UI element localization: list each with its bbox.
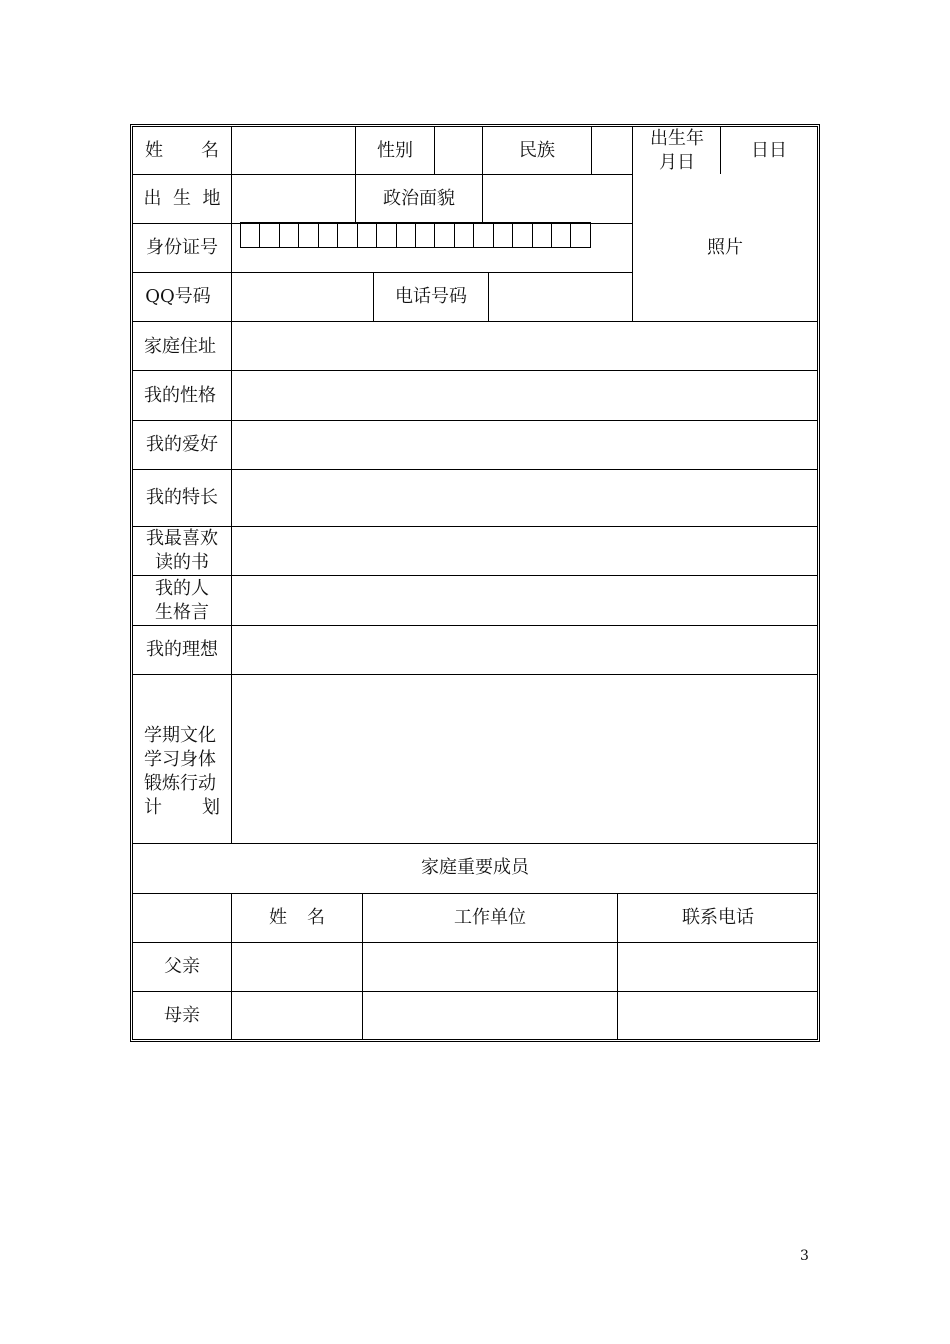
- address-input-cell[interactable]: [234, 325, 814, 369]
- birth-date-label-line: 出生年: [650, 128, 704, 149]
- family-col-name: [269, 906, 325, 930]
- hobby-input-cell[interactable]: [234, 423, 814, 467]
- col-divider: [482, 126, 483, 223]
- col-divider: [720, 126, 721, 174]
- row-divider: [132, 575, 818, 576]
- col-divider: [617, 893, 618, 1040]
- id-digit-box[interactable]: [533, 223, 552, 247]
- favorite-book-label: [146, 527, 218, 575]
- gender-label: 性别: [377, 140, 413, 161]
- col-divider: [231, 126, 232, 843]
- qq-label: QQ号码: [145, 286, 211, 307]
- mother-name-cell[interactable]: [237, 994, 357, 1038]
- favorite-book-label-line: 读的书: [155, 552, 209, 573]
- semester-plan-input-cell[interactable]: [234, 678, 814, 838]
- father-name-cell[interactable]: [237, 945, 357, 989]
- id-number-label: 身份证号: [146, 237, 218, 258]
- phone-label: 电话号码: [395, 286, 467, 307]
- qq-input-cell[interactable]: [233, 275, 371, 319]
- life-motto-label-line: 我的人: [155, 578, 209, 599]
- mother-row-label: 母亲: [164, 1005, 200, 1026]
- semester-plan-label-part: 计: [144, 797, 162, 818]
- id-digit-box[interactable]: [571, 223, 589, 247]
- col-divider: [373, 272, 374, 321]
- life-motto-label: [155, 577, 209, 625]
- id-digit-box[interactable]: [241, 223, 260, 247]
- page-number: 3: [800, 1248, 809, 1264]
- phone-input-cell[interactable]: [490, 275, 630, 319]
- name-label-part: 姓: [145, 140, 163, 161]
- father-work-cell[interactable]: [370, 945, 610, 989]
- id-digit-box[interactable]: [513, 223, 532, 247]
- ethnicity-label: 民族: [519, 140, 555, 161]
- id-digit-box[interactable]: [474, 223, 493, 247]
- favorite-book-label-line: 我最喜欢: [146, 528, 218, 549]
- family-col-work: 工作单位: [454, 907, 526, 928]
- semester-plan-label-line: [144, 796, 220, 820]
- name-label-part: 名: [201, 140, 219, 161]
- id-digit-box[interactable]: [280, 223, 299, 247]
- id-digit-box[interactable]: [435, 223, 454, 247]
- row-divider: [132, 625, 818, 626]
- birthplace-input-cell[interactable]: [233, 177, 353, 221]
- col-divider: [488, 272, 489, 321]
- id-digit-box[interactable]: [358, 223, 377, 247]
- talent-label: 我的特长: [146, 487, 218, 508]
- mother-phone-cell[interactable]: [623, 994, 813, 1038]
- id-digit-box[interactable]: [455, 223, 474, 247]
- family-section-title: 家庭重要成员: [421, 857, 529, 878]
- ethnicity-input-cell[interactable]: [592, 129, 630, 173]
- father-phone-cell[interactable]: [623, 945, 813, 989]
- political-status-label: 政治面貌: [383, 188, 455, 209]
- col-divider: [362, 893, 363, 1040]
- family-col-name-part: 名: [307, 907, 325, 928]
- id-digit-box[interactable]: [552, 223, 571, 247]
- semester-plan-label-line: 学习身体: [144, 749, 216, 770]
- birthplace-label: 出 生 地: [143, 188, 221, 209]
- row-divider: [132, 272, 632, 273]
- col-divider: [231, 893, 232, 1040]
- ideal-label: 我的理想: [146, 639, 218, 660]
- life-motto-label-line: 生格言: [155, 602, 209, 623]
- semester-plan-label-line: 锻炼行动: [144, 773, 216, 794]
- address-label: 家庭住址: [144, 336, 216, 357]
- birth-date-label-line: 月日: [659, 152, 695, 173]
- id-number-boxes[interactable]: [240, 222, 591, 248]
- personality-label: 我的性格: [144, 385, 216, 406]
- col-divider: [434, 126, 435, 174]
- row-divider: [132, 469, 818, 470]
- life-motto-input-cell[interactable]: [234, 579, 814, 623]
- id-digit-box[interactable]: [338, 223, 357, 247]
- id-digit-box[interactable]: [416, 223, 435, 247]
- photo-placeholder: 照片: [707, 237, 743, 258]
- ideal-input-cell[interactable]: [234, 628, 814, 672]
- row-divider: [132, 321, 818, 322]
- row-divider: [132, 674, 818, 675]
- name-input-cell[interactable]: [233, 129, 353, 173]
- talent-input-cell[interactable]: [234, 473, 814, 523]
- semester-plan-label-part: 划: [202, 797, 220, 818]
- birth-date-value[interactable]: 日日: [751, 140, 787, 161]
- row-divider: [132, 893, 818, 894]
- id-digit-box[interactable]: [397, 223, 416, 247]
- id-digit-box[interactable]: [260, 223, 279, 247]
- semester-plan-label: [144, 724, 220, 820]
- birth-date-label: [650, 127, 704, 175]
- semester-plan-label-line: 学期文化: [144, 725, 216, 746]
- political-status-input-cell[interactable]: [485, 177, 630, 221]
- id-digit-box[interactable]: [299, 223, 318, 247]
- row-divider: [132, 991, 818, 992]
- row-divider: [132, 526, 818, 527]
- col-divider: [355, 126, 356, 223]
- id-digit-box[interactable]: [494, 223, 513, 247]
- family-col-name-part: 姓: [269, 907, 287, 928]
- mother-work-cell[interactable]: [370, 994, 610, 1038]
- row-divider: [132, 370, 818, 371]
- col-divider: [632, 126, 633, 321]
- row-divider: [132, 942, 818, 943]
- personality-input-cell[interactable]: [234, 374, 814, 418]
- family-col-phone: 联系电话: [682, 907, 754, 928]
- row-divider: [132, 843, 818, 844]
- father-row-label: 父亲: [164, 956, 200, 977]
- row-divider: [132, 420, 818, 421]
- hobby-label: 我的爱好: [146, 434, 218, 455]
- gender-input-cell[interactable]: [436, 129, 480, 173]
- name-label: [145, 139, 219, 163]
- id-digit-box[interactable]: [377, 223, 396, 247]
- row-divider: [132, 174, 632, 175]
- favorite-book-input-cell[interactable]: [234, 529, 814, 573]
- id-digit-box[interactable]: [319, 223, 338, 247]
